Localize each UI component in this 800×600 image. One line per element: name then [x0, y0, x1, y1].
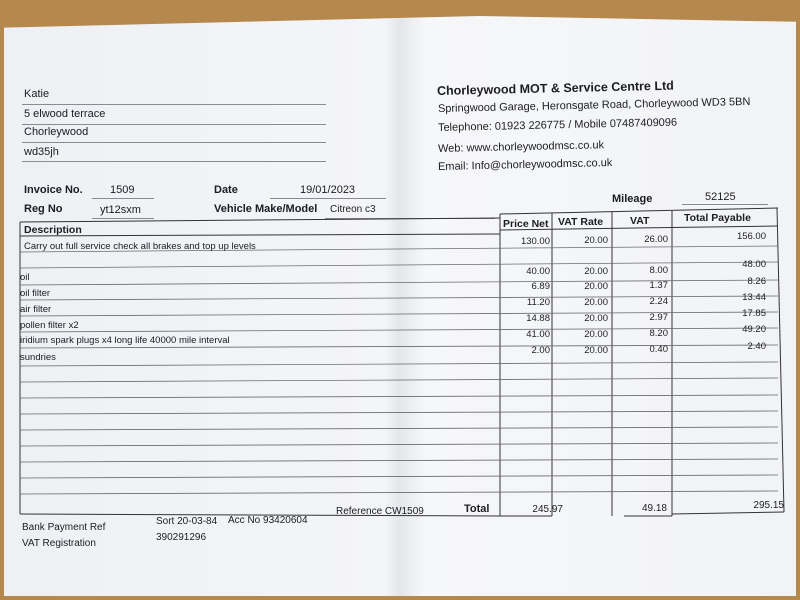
vat-registration-label: VAT Registration [22, 538, 96, 549]
row-description: oil filter [20, 288, 51, 299]
customer-address: 5 elwood terrace [24, 108, 106, 120]
payment-reference: Reference CW1509 [336, 506, 424, 517]
row-price-net: 6.89 [531, 281, 550, 292]
mileage-label: Mileage [612, 193, 653, 205]
row-price-net: 2.00 [531, 345, 550, 356]
row-vat: 8.20 [649, 328, 668, 339]
total-payable: 295.15 [753, 500, 784, 511]
mileage-value: 52125 [705, 191, 736, 203]
row-price-net: 130.00 [520, 236, 550, 247]
row-price-net: 41.00 [526, 329, 550, 340]
account-number: Acc No 93420604 [228, 515, 308, 526]
company-email: Email: Info@chorleywoodmsc.co.uk [437, 157, 613, 173]
total-price-net: 245.97 [532, 504, 563, 515]
row-vat-rate: 20.00 [584, 329, 608, 340]
vehicle-make-value: Citreon c3 [330, 204, 376, 215]
row-description: iridium spark plugs x4 long life 40000 mile interval [20, 335, 230, 346]
row-vat: 8.00 [649, 265, 668, 276]
company-address: Springwood Garage, Heronsgate Road, Chorleywood WD3 5BN [437, 95, 751, 115]
customer-postcode: wd35jh [24, 146, 59, 158]
header-description: Description [24, 224, 82, 236]
total-label: Total [464, 503, 490, 515]
row-vat-rate: 20.00 [584, 235, 608, 246]
company-name: Chorleywood MOT & Service Centre Ltd [436, 78, 674, 98]
total-vat: 49.18 [641, 503, 667, 514]
row-vat: 1.37 [649, 280, 668, 291]
sort-code: Sort 20-03-84 [156, 516, 218, 527]
header-price-net: Price Net [503, 218, 549, 230]
row-total: 49.20 [742, 324, 766, 335]
row-vat-rate: 20.00 [584, 345, 608, 356]
bank-payment-label: Bank Payment Ref [22, 522, 106, 533]
row-description: sundries [20, 352, 56, 363]
company-web: Web: www.chorleywoodmsc.co.uk [437, 139, 605, 155]
row-description: oil [20, 272, 30, 283]
date-value: 19/01/2023 [300, 184, 356, 196]
row-total: 48.00 [742, 259, 766, 270]
row-vat-rate: 20.00 [584, 313, 608, 324]
row-total: 17.85 [742, 308, 766, 319]
row-description: air filter [20, 304, 52, 315]
invoice-no-label: Invoice No. [24, 184, 83, 196]
row-vat: 2.97 [649, 312, 668, 323]
reg-no-label: Reg No [24, 203, 63, 215]
invoice-no-value: 1509 [110, 184, 135, 196]
row-total: 13.44 [742, 292, 766, 303]
customer-name: Katie [24, 88, 50, 100]
row-total: 8.26 [747, 276, 766, 287]
row-total: 156.00 [736, 231, 766, 242]
date-label: Date [214, 184, 238, 196]
row-vat: 26.00 [644, 234, 668, 245]
row-total: 2.40 [747, 341, 766, 352]
row-vat: 2.24 [649, 296, 668, 307]
customer-town: Chorleywood [24, 126, 89, 138]
row-price-net: 14.88 [526, 313, 550, 324]
row-vat-rate: 20.00 [584, 297, 608, 308]
row-vat-rate: 20.00 [584, 266, 608, 277]
row-price-net: 11.20 [526, 297, 550, 308]
vat-registration-number: 390291296 [156, 532, 207, 543]
reg-no-value: yt12sxm [100, 204, 141, 216]
header-vat: VAT [630, 215, 650, 227]
company-phone: Telephone: 01923 226775 / Mobile 07487409096 [437, 116, 678, 134]
row-vat-rate: 20.00 [584, 281, 608, 292]
row-description: pollen filter x2 [20, 320, 79, 331]
header-total-payable: Total Payable [684, 212, 751, 224]
row-description: Carry out full service check all brakes and top up levels [24, 241, 256, 252]
vehicle-make-label: Vehicle Make/Model [214, 203, 318, 215]
header-vat-rate: VAT Rate [558, 216, 604, 228]
row-vat: 0.40 [649, 344, 668, 355]
row-price-net: 40.00 [526, 266, 550, 277]
